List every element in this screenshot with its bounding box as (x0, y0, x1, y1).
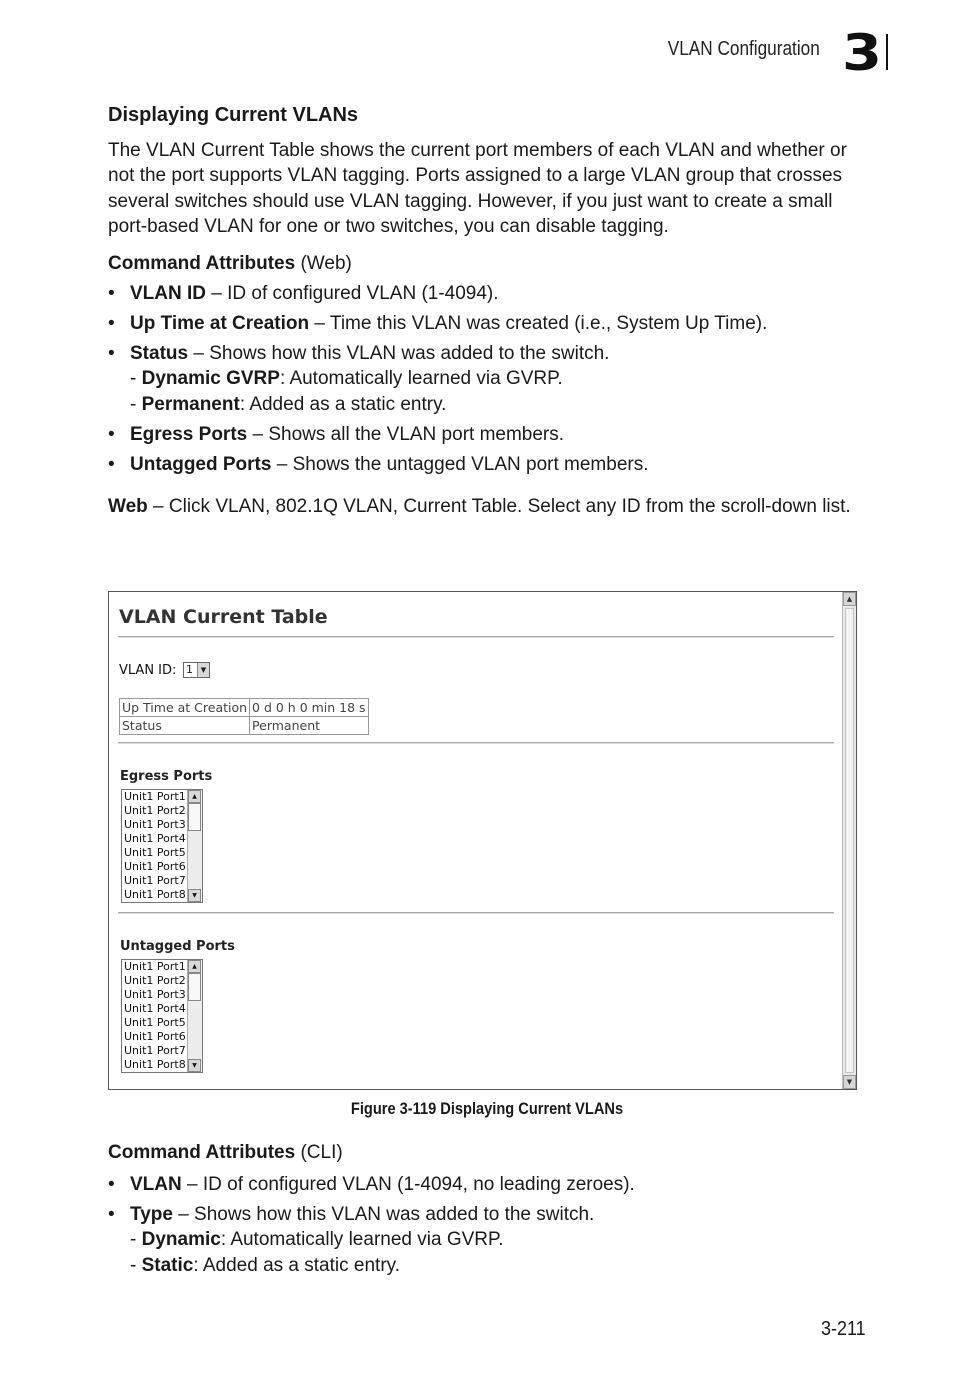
vlan-info-table (119, 698, 369, 735)
list-item: • Egress Ports – Shows all the VLAN port members. (108, 422, 868, 447)
list-item: • Type – Shows how this VLAN was added to the switch. - Dynamic: Automatically learned via GVRP. - Static: Added as a static entry. (108, 1202, 868, 1278)
web-attributes-list (108, 281, 868, 477)
list-item: • VLAN ID – ID of configured VLAN (1-4094). (108, 281, 868, 306)
vlan-id-select[interactable] (183, 662, 210, 678)
vlan-id-value: 1 (186, 663, 193, 676)
table-row (120, 717, 369, 735)
sub-item: - Static: Added as a static entry. (130, 1254, 401, 1276)
vlan-current-table-screenshot (108, 591, 857, 1090)
intro-paragraph: The VLAN Current Table shows the current port members of each VLAN and whether or not the port supports VLAN tagging. Ports assigned to a large VLAN group that crosses several switches should use VLAN tagging. However, if you just want to create a small port-based VLAN for one or two switches, you can disable tagging. (108, 140, 847, 237)
scroll-thumb[interactable] (188, 973, 201, 1001)
web-attributes-heading: Command Attributes (Web) (108, 253, 352, 275)
cli-attributes-list (108, 1172, 868, 1278)
page-number: 3-211 (821, 1318, 866, 1340)
list-item[interactable]: Unit1 Port7 (124, 1044, 186, 1057)
list-item[interactable]: Unit1 Port3 (124, 818, 186, 831)
table-row (120, 699, 369, 717)
table-cell: Permanent (250, 717, 369, 735)
cli-section (108, 1140, 868, 1283)
vlan-id-label: VLAN ID: (119, 663, 177, 678)
scrollbar[interactable] (187, 960, 202, 1072)
sub-item: - Permanent: Added as a static entry. (130, 393, 447, 415)
list-item[interactable]: Unit1 Port4 (124, 1002, 186, 1015)
list-item: • Up Time at Creation – Time this VLAN was created (i.e., System Up Time). (108, 311, 868, 336)
divider (118, 636, 834, 638)
list-item: • Status – Shows how this VLAN was added to the switch. - Dynamic GVRP: Automatically learned via GVRP. - Permanent: Added as a static entry. (108, 341, 868, 417)
list-item[interactable]: Unit1 Port3 (124, 988, 186, 1001)
scroll-down-icon[interactable]: ▼ (188, 889, 201, 902)
web-instruction: Web – Click VLAN, 802.1Q VLAN, Current Table. Select any ID from the scroll-down list. (108, 496, 851, 518)
divider (118, 912, 834, 914)
scrollbar[interactable] (187, 790, 202, 902)
sub-item: - Dynamic: Automatically learned via GVRP. (130, 1229, 504, 1251)
running-header-title: VLAN Configuration (667, 38, 820, 60)
egress-ports-list[interactable] (121, 789, 203, 903)
list-item[interactable]: Unit1 Port2 (124, 804, 186, 817)
chevron-down-icon[interactable]: ▼ (197, 663, 209, 677)
figure-caption: Figure 3-119 Displaying Current VLANs (350, 1099, 624, 1118)
list-item[interactable]: Unit1 Port6 (124, 860, 186, 873)
list-item[interactable]: Unit1 Port1 (124, 790, 186, 803)
divider (118, 742, 834, 744)
section-heading: Displaying Current VLANs (108, 104, 359, 126)
list-item[interactable]: Unit1 Port8 (124, 888, 186, 901)
list-item: • VLAN – ID of configured VLAN (1-4094, no leading zeroes). (108, 1172, 868, 1197)
list-item[interactable]: Unit1 Port4 (124, 832, 186, 845)
scroll-up-icon[interactable]: ▲ (188, 790, 201, 803)
list-item[interactable]: Unit1 Port5 (124, 1016, 186, 1029)
table-cell: Up Time at Creation (120, 699, 250, 717)
untagged-ports-list[interactable] (121, 959, 203, 1073)
scroll-up-icon[interactable]: ▲ (188, 960, 201, 973)
scroll-down-icon[interactable]: ▼ (843, 1075, 856, 1089)
list-item[interactable]: Unit1 Port8 (124, 1058, 186, 1071)
scroll-track[interactable] (845, 608, 854, 1073)
list-item[interactable]: Unit1 Port1 (124, 960, 186, 973)
chapter-bar (886, 34, 888, 70)
ui-title: VLAN Current Table (119, 606, 328, 628)
cli-attributes-heading: Command Attributes (CLI) (108, 1142, 343, 1163)
scroll-thumb[interactable] (188, 803, 201, 831)
page-scrollbar[interactable] (842, 592, 856, 1089)
scroll-up-icon[interactable]: ▲ (843, 592, 856, 606)
chapter-number: 3 (842, 24, 883, 82)
egress-ports-label: Egress Ports (120, 769, 213, 784)
list-item[interactable]: Unit1 Port7 (124, 874, 186, 887)
list-item[interactable]: Unit1 Port6 (124, 1030, 186, 1043)
list-item: • Untagged Ports – Shows the untagged VLAN port members. (108, 452, 868, 477)
untagged-ports-label: Untagged Ports (120, 939, 235, 954)
list-item[interactable]: Unit1 Port2 (124, 974, 186, 987)
table-cell: Status (120, 717, 250, 735)
sub-item: - Dynamic GVRP: Automatically learned via GVRP. (130, 368, 563, 390)
table-cell: 0 d 0 h 0 min 18 s (250, 699, 369, 717)
list-item[interactable]: Unit1 Port5 (124, 846, 186, 859)
scroll-down-icon[interactable]: ▼ (188, 1059, 201, 1072)
main-content (108, 100, 868, 519)
